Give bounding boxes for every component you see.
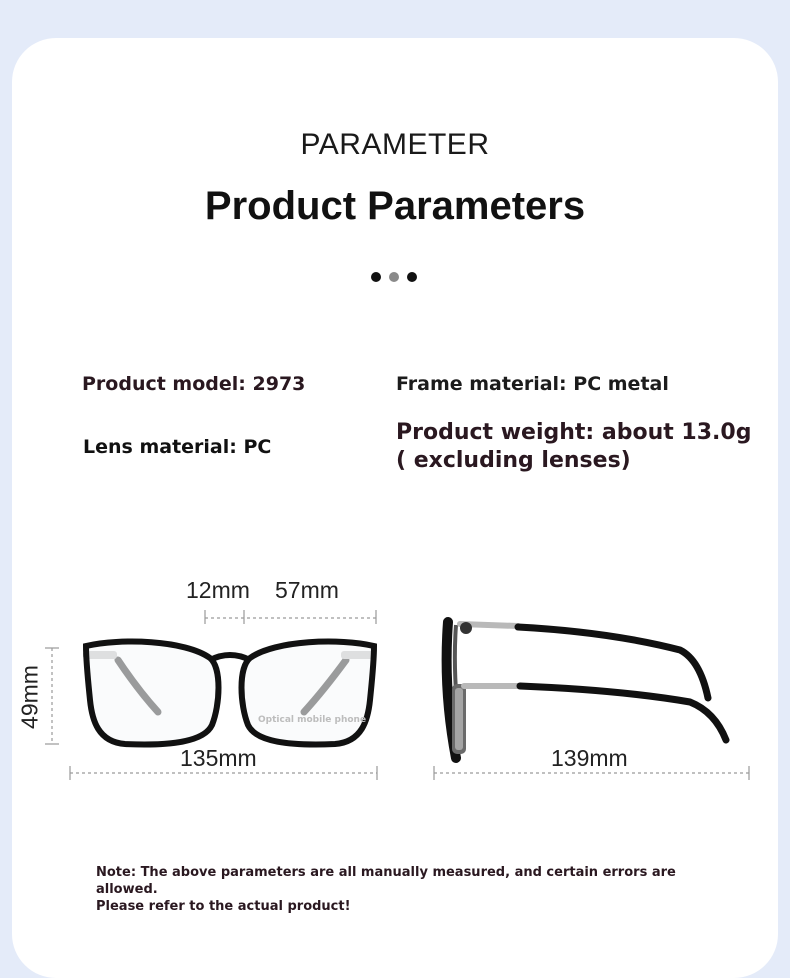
- glasses-front-view: [83, 642, 375, 745]
- frame-width-label: 135mm: [180, 745, 257, 771]
- temple-length-label: 139mm: [551, 745, 628, 771]
- product-model: Product model: 2973: [82, 373, 306, 395]
- measurement-note: [96, 864, 736, 915]
- lens-height-label: 49mm: [16, 665, 43, 729]
- bridge-width-label: 12mm: [186, 577, 250, 603]
- glasses-side-view: [447, 622, 726, 758]
- note-line-2: Please refer to the actual product!: [96, 899, 351, 914]
- lens-print: Optical mobile phone: [258, 715, 367, 725]
- frame-material: Frame material: PC metal: [396, 373, 669, 395]
- section-eyebrow: PARAMETER: [300, 128, 490, 161]
- lens-width-label: 57mm: [275, 577, 339, 603]
- note-line-1: Note: The above parameters are all manually measured, and certain errors are allowed.: [96, 865, 676, 897]
- lens-material: Lens material: PC: [83, 436, 272, 458]
- product-weight: Product weight: about 13.0g ( excluding lenses): [396, 420, 752, 473]
- section-title: Product Parameters: [204, 184, 586, 228]
